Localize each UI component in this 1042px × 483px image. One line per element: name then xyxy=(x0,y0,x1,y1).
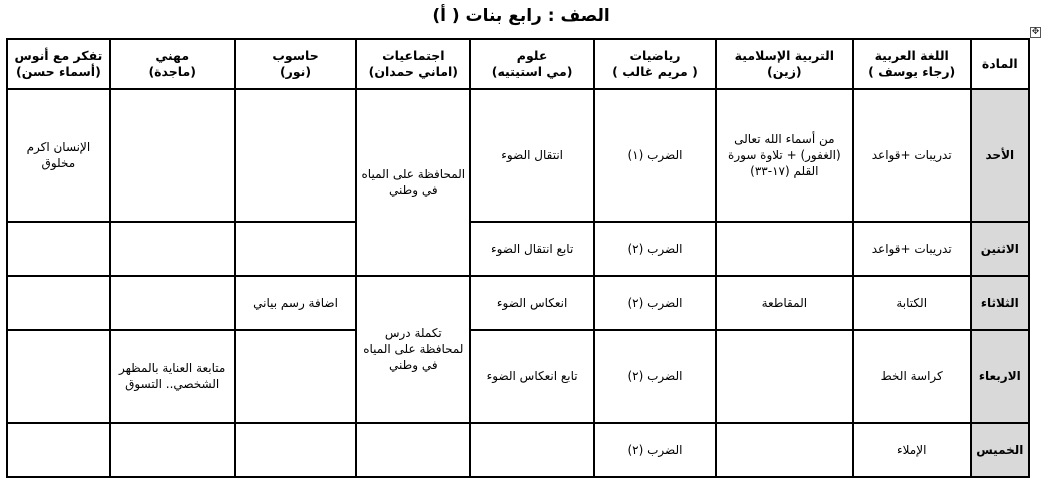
table-row xyxy=(7,89,1029,222)
header-subject: حاسوب (نور) xyxy=(235,39,357,89)
table-row xyxy=(7,423,1029,477)
table-cell[interactable] xyxy=(110,423,235,477)
table-cell[interactable] xyxy=(716,330,853,423)
table-cell[interactable]: تدريبات +قواعد xyxy=(853,222,971,276)
table-cell[interactable]: انتقال الضوء xyxy=(470,89,594,222)
table-cell[interactable] xyxy=(356,423,470,477)
table-cell[interactable]: المحافظة على المياه في وطني xyxy=(356,89,470,276)
table-cell[interactable]: متابعة العناية بالمظهر الشخصي.. التسوق xyxy=(110,330,235,423)
table-cell[interactable]: انعكاس الضوء xyxy=(470,276,594,330)
day-label: الأحد xyxy=(971,89,1029,222)
table-move-handle-icon[interactable]: ✥ xyxy=(1031,27,1040,37)
table-cell[interactable]: الضرب (٢) xyxy=(594,330,716,423)
day-label: الثلاثاء xyxy=(971,276,1029,330)
table-cell[interactable] xyxy=(7,423,110,477)
weekly-plan-table xyxy=(6,38,1030,478)
table-cell[interactable]: الضرب (٢) xyxy=(594,276,716,330)
table-cell[interactable]: المقاطعة xyxy=(716,276,853,330)
table-cell[interactable]: الضرب (٢) xyxy=(594,222,716,276)
table-row xyxy=(7,330,1029,423)
table-cell[interactable] xyxy=(716,423,853,477)
table-cell[interactable]: الإملاء xyxy=(853,423,971,477)
table-cell[interactable]: الضرب (٢) xyxy=(594,423,716,477)
day-label: الخميس xyxy=(971,423,1029,477)
table-cell[interactable] xyxy=(7,330,110,423)
table-cell[interactable]: اضافة رسم بياني xyxy=(235,276,357,330)
header-subject: اجتماعيات (اماني حمدان) xyxy=(356,39,470,89)
table-row xyxy=(7,222,1029,276)
table-cell[interactable]: تابع انتقال الضوء xyxy=(470,222,594,276)
table-cell[interactable] xyxy=(235,89,357,222)
table-row xyxy=(7,276,1029,330)
table-cell[interactable]: الإنسان اكرم مخلوق xyxy=(7,89,110,222)
table-cell[interactable] xyxy=(470,423,594,477)
table-cell[interactable] xyxy=(7,222,110,276)
header-row xyxy=(7,39,1029,89)
table-cell[interactable]: من أسماء الله تعالى (الغفور) + تلاوة سورة القلم (١٧-٣٣) xyxy=(716,89,853,222)
header-subject: تفكر مع أنوس (أسماء حسن) xyxy=(7,39,110,89)
header-corner: المادة xyxy=(971,39,1029,89)
table-cell[interactable] xyxy=(110,276,235,330)
table-cell[interactable] xyxy=(235,423,357,477)
day-label: الاثنين xyxy=(971,222,1029,276)
table-cell[interactable] xyxy=(7,276,110,330)
table-cell[interactable] xyxy=(235,222,357,276)
table-cell[interactable]: تدريبات +قواعد xyxy=(853,89,971,222)
header-subject: علوم (مي استيتيه) xyxy=(470,39,594,89)
table-cell[interactable]: الكتابة xyxy=(853,276,971,330)
table-cell[interactable] xyxy=(235,330,357,423)
table-cell[interactable] xyxy=(110,222,235,276)
table-cell[interactable] xyxy=(716,222,853,276)
page-title: الصف : رابع بنات ( أ) xyxy=(432,6,610,26)
header-subject: اللغة العربية (رجاء يوسف ) xyxy=(853,39,971,89)
day-label: الاربعاء xyxy=(971,330,1029,423)
header-subject: مهني (ماجدة) xyxy=(110,39,235,89)
table-cell[interactable]: الضرب (١) xyxy=(594,89,716,222)
table-cell[interactable]: كراسة الخط xyxy=(853,330,971,423)
table-cell[interactable]: تكملة درس لمحافظة على المياه في وطني xyxy=(356,276,470,423)
table-cell[interactable]: تابع انعكاس الضوء xyxy=(470,330,594,423)
table-cell[interactable] xyxy=(110,89,235,222)
header-subject: رياضيات ( مريم غالب ) xyxy=(594,39,716,89)
header-subject: التربية الإسلامية (زين) xyxy=(716,39,853,89)
